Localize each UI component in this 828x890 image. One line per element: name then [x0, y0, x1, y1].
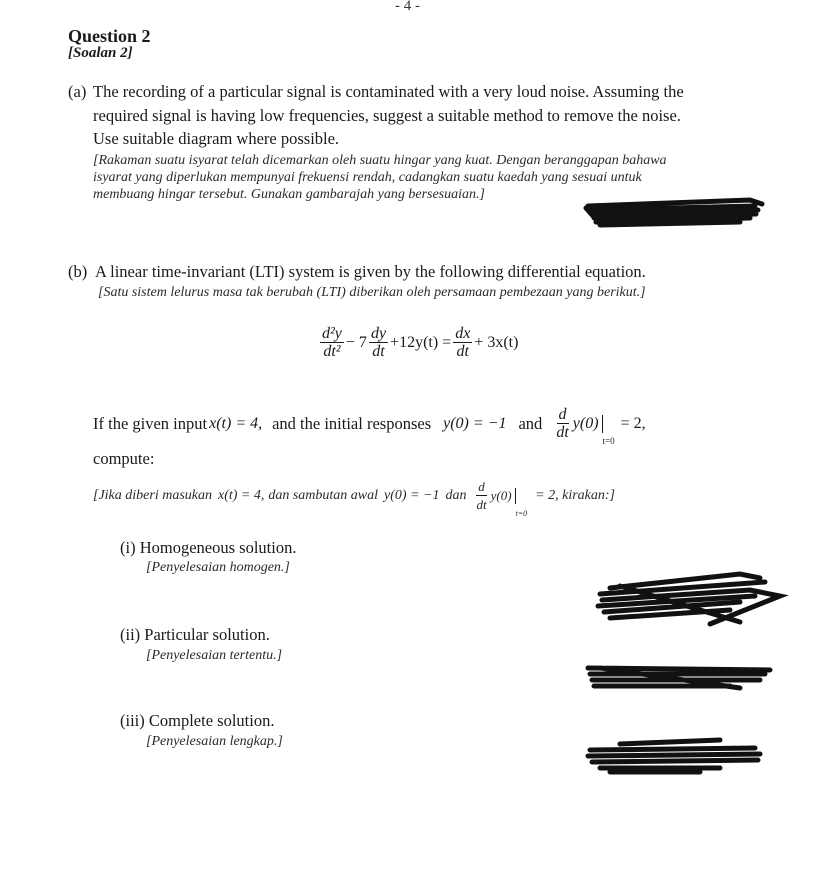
given-d: d [558, 406, 567, 423]
ms-given-eval-sub: t=0 [515, 509, 528, 518]
part-a-ms-line-2: isyarat yang diperlukan mempunyai frekuensi rendah, cadangkan suatu kaedah yang sesuai untuk [93, 170, 642, 185]
eq-dt-2: dt [456, 343, 469, 360]
part-b-line-1: A linear time-invariant (LTI) system is given by the following differential equation. [95, 262, 646, 281]
differential-equation [318, 325, 518, 361]
redaction-scribble [580, 660, 780, 694]
subpart-ii-ms: [Penyelesaian tertentu.] [146, 648, 283, 663]
given-eval-sub: t=0 [602, 436, 615, 446]
given-y0: y(0) = −1 [443, 415, 507, 432]
ms-given-end: = 2, kirakan:] [535, 488, 615, 503]
subpart-iii-label: (iii) Complete solution. [120, 711, 275, 730]
redaction-scribble [590, 566, 790, 630]
eq-dx-dt [453, 325, 472, 361]
part-a-line-2: required signal is having low frequencies, suggest a suitable method to remove the noise. [93, 106, 681, 125]
eq-d2y-dt2 [320, 325, 344, 361]
part-a-line-3: Use suitable diagram where possible. [93, 129, 340, 148]
redaction-scribble [580, 196, 770, 230]
part-b-ms-line-1: [Satu sistem lelurus masa tak berubah (LTI) diberikan oleh persamaan pembezaan yang berikut.] [98, 285, 646, 300]
part-a-label: (a) [68, 82, 87, 101]
page-number: - 4 - [395, 0, 420, 14]
eq-dy-dt [369, 325, 388, 361]
compute-label: compute: [93, 449, 155, 468]
eq-dt2: dt² [323, 343, 341, 360]
eq-dx: dx [455, 325, 471, 342]
ms-given-y-of-0: y(0) [491, 488, 516, 504]
ms-given-d-dt [474, 478, 488, 514]
subpart-ii-label: (ii) Particular solution. [120, 625, 270, 644]
eq-plus3x: + 3x(t) [474, 334, 519, 351]
ms-given-y0: y(0) = −1 [384, 488, 440, 503]
ms-given-input: x(t) = 4, [217, 488, 265, 503]
given-y-of-0: y(0) [573, 415, 603, 433]
redaction-scribble [580, 736, 770, 776]
part-a-line-1: The recording of a particular signal is contaminated with a very loud noise. Assuming the [93, 82, 684, 101]
subpart-i-label: (i) Homogeneous solution. [120, 538, 297, 557]
given-dt: dt [556, 424, 569, 441]
ms-given-dt: dt [476, 497, 487, 512]
eq-minus7: − 7 [345, 334, 367, 351]
question-title-ms: [Soalan 2] [68, 45, 133, 61]
question-title: Question 2 [68, 26, 151, 46]
given-conditions [93, 406, 646, 446]
subpart-iii-ms: [Penyelesaian lengkap.] [146, 734, 283, 749]
part-a-ms-line-3: membuang hingar tersebut. Gunakan gambarajah yang bersesuaian.] [93, 187, 485, 202]
ms-given-dan: dan [445, 488, 467, 503]
part-b-label: (b) [68, 262, 88, 281]
eq-plus12y: +12y(t) = [390, 334, 452, 351]
ms-given-mid: dan sambutan awal [268, 488, 379, 503]
given-and: and [518, 414, 543, 433]
eq-dt: dt [372, 343, 385, 360]
eq-d2y: d²y [322, 325, 342, 342]
ms-given-d: d [478, 479, 485, 494]
eq-dy: dy [370, 325, 387, 342]
subpart-i-ms: [Penyelesaian homogen.] [146, 560, 290, 575]
part-a-ms-line-1: [Rakaman suatu isyarat telah dicemarkan oleh suatu hingar yang kuat. Dengan beranggapan bahawa [93, 153, 667, 168]
given-conditions-ms [93, 478, 615, 518]
given-input: x(t) = 4, [209, 415, 263, 432]
given-d-dt [554, 406, 570, 442]
given-deriv-value: = 2, [620, 415, 646, 432]
given-prefix: If the given input [93, 414, 208, 433]
ms-given-prefix: [Jika diberi masukan [93, 488, 212, 503]
given-initial-text: and the initial responses [272, 414, 432, 433]
